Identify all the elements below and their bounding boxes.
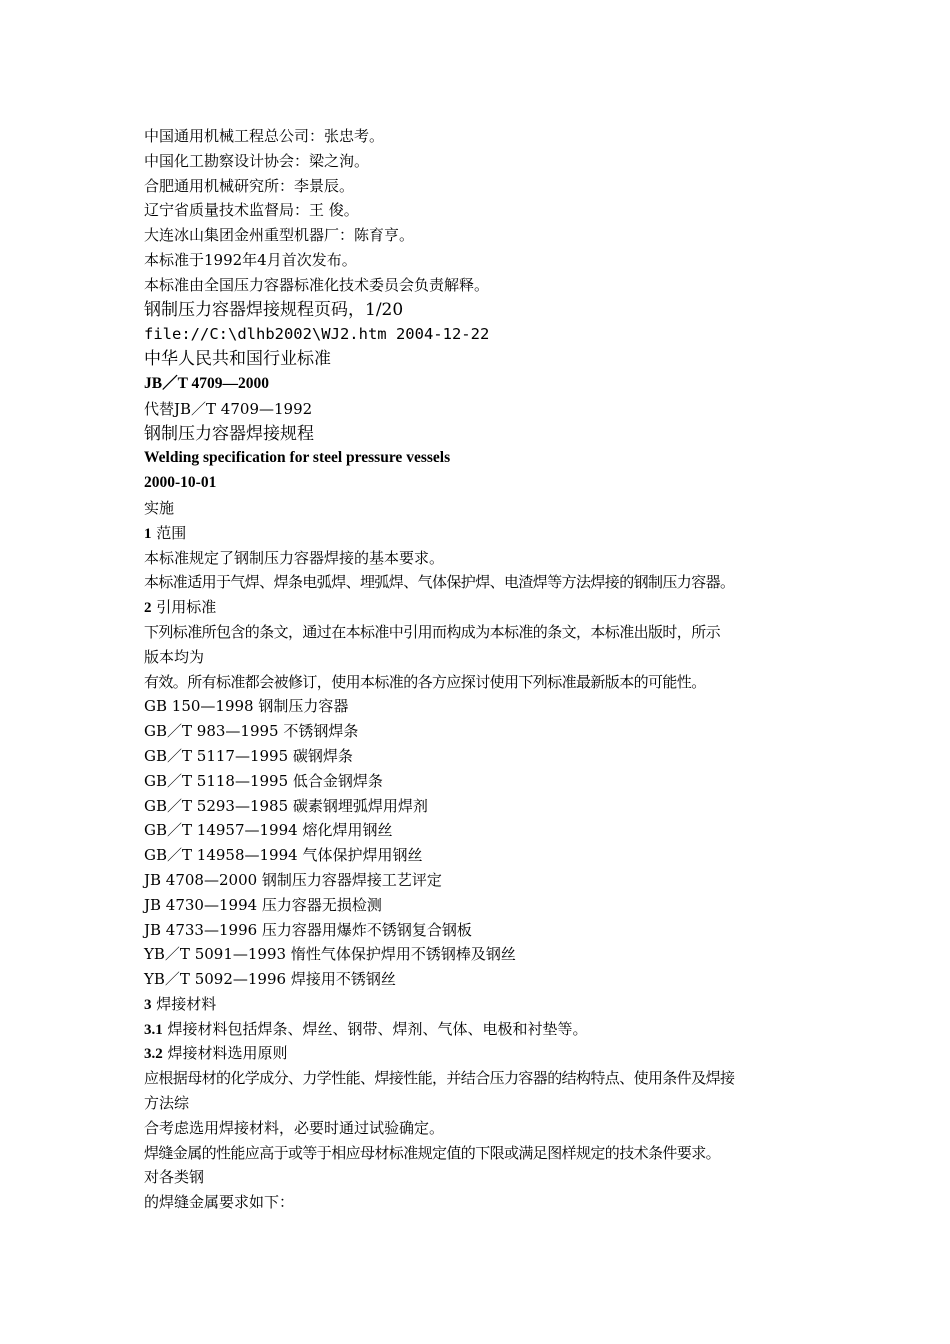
text-line: 的焊缝金属要求如下： <box>144 1193 295 1212</box>
standard-number: JB／T 4709—2000 <box>144 374 270 392</box>
standard-title-cn: 钢制压力容器焊接规程 <box>144 423 314 444</box>
text-line: 合肥通用机械研究所：李景辰。 <box>144 176 355 195</box>
text-line: 有效。所有标准都会被修订，使用本标准的各方应探讨使用下列标准最新版本的可能性。 <box>144 672 706 691</box>
text-line: 中国通用机械工程总公司：张忠考。 <box>144 127 385 145</box>
page-header-title: 钢制压力容器焊接规程页码，1/20 <box>144 299 404 320</box>
text-line: 下列标准所包含的条文，通过在本标准中引用而构成为本标准的条文，本标准出版时，所示 <box>144 622 721 641</box>
section-title: 范围 <box>151 523 187 542</box>
reference-item: JB 4730—1994 压力容器无损检测 <box>144 895 382 914</box>
text-line: 本标准于1992年4月首次发布。 <box>144 250 357 269</box>
subsection-line <box>144 1017 814 1042</box>
reference-item: GB／T 5117—1995 碳钢焊条 <box>144 746 353 765</box>
document-body <box>144 124 814 1215</box>
reference-item: GB 150—1998 钢制压力容器 <box>144 697 349 716</box>
section-number: 2 <box>144 600 152 617</box>
text-line: 本标准规定了钢制压力容器焊接的基本要求。 <box>144 548 445 567</box>
section-title: 焊接材料选用原则 <box>162 1044 288 1063</box>
section-number: 3.1 <box>144 1021 163 1038</box>
text-line: 版本均为 <box>144 647 205 666</box>
reference-item: YB／T 5092—1996 焊接用不锈钢丝 <box>144 970 396 989</box>
text-line: 本标准适用于气焊、焊条电弧焊、埋弧焊、气体保护焊、电渣焊等方法焊接的钢制压力容器。 <box>144 573 735 592</box>
file-path-line: file://C:\dlhb2002\WJ2.htm 2004-12-22 <box>144 325 490 344</box>
reference-item: GB／T 983—1995 不锈钢焊条 <box>144 722 359 741</box>
reference-item: JB 4708—2000 钢制压力容器焊接工艺评定 <box>144 870 442 889</box>
section-number: 1 <box>144 525 152 542</box>
reference-item: JB 4733—1996 压力容器用爆炸不锈钢复合钢板 <box>144 920 472 939</box>
text-line: 本标准由全国压力容器标准化技术委员会负责解释。 <box>144 275 490 294</box>
text-line: 中国化工勘察设计协会：梁之洵。 <box>144 151 370 170</box>
text-line: 辽宁省质量技术监督局：王 俊。 <box>144 201 359 220</box>
section-heading-scope <box>144 521 814 546</box>
standard-category: 中华人民共和国行业标准 <box>144 349 331 370</box>
text-line: 对各类钢 <box>144 1168 205 1187</box>
reference-item: GB／T 14958—1994 气体保护焊用钢丝 <box>144 846 423 865</box>
standard-title-en: Welding specification for steel pressure vessels <box>144 449 451 467</box>
subsection-heading <box>144 1041 814 1066</box>
text-line: 焊缝金属的性能应高于或等于相应母材标准规定值的下限或满足图样规定的技术条件要求。 <box>144 1143 721 1162</box>
replaces-standard: 代替JB／T 4709—1992 <box>144 399 313 418</box>
section-heading-materials <box>144 992 814 1017</box>
reference-item: GB／T 14957—1994 熔化焊用钢丝 <box>144 821 393 840</box>
text-line: 方法综 <box>144 1094 190 1113</box>
section-heading-references <box>144 595 814 620</box>
text-line: 应根据母材的化学成分、力学性能、焊接性能，并结合压力容器的结构特点、使用条件及焊接 <box>144 1069 735 1088</box>
section-title: 引用标准 <box>151 598 217 617</box>
section-title: 焊接材料包括焊条、焊丝、钢带、焊剂、气体、电极和衬垫等。 <box>162 1019 588 1038</box>
reference-item: GB／T 5118—1995 低合金钢焊条 <box>144 771 383 790</box>
implementation-label: 实施 <box>144 498 175 517</box>
section-title: 焊接材料 <box>151 994 217 1013</box>
section-number: 3.2 <box>144 1046 163 1063</box>
implementation-date: 2000-10-01 <box>144 474 217 492</box>
reference-item: GB／T 5293—1985 碳素钢埋弧焊用焊剂 <box>144 796 428 815</box>
text-line: 合考虑选用焊接材料，必要时通过试验确定。 <box>144 1118 445 1137</box>
text-line: 大连冰山集团金州重型机器厂：陈育亨。 <box>144 226 415 245</box>
reference-item: YB／T 5091—1993 惰性气体保护焊用不锈钢棒及钢丝 <box>144 945 516 964</box>
section-number: 3 <box>144 996 152 1013</box>
